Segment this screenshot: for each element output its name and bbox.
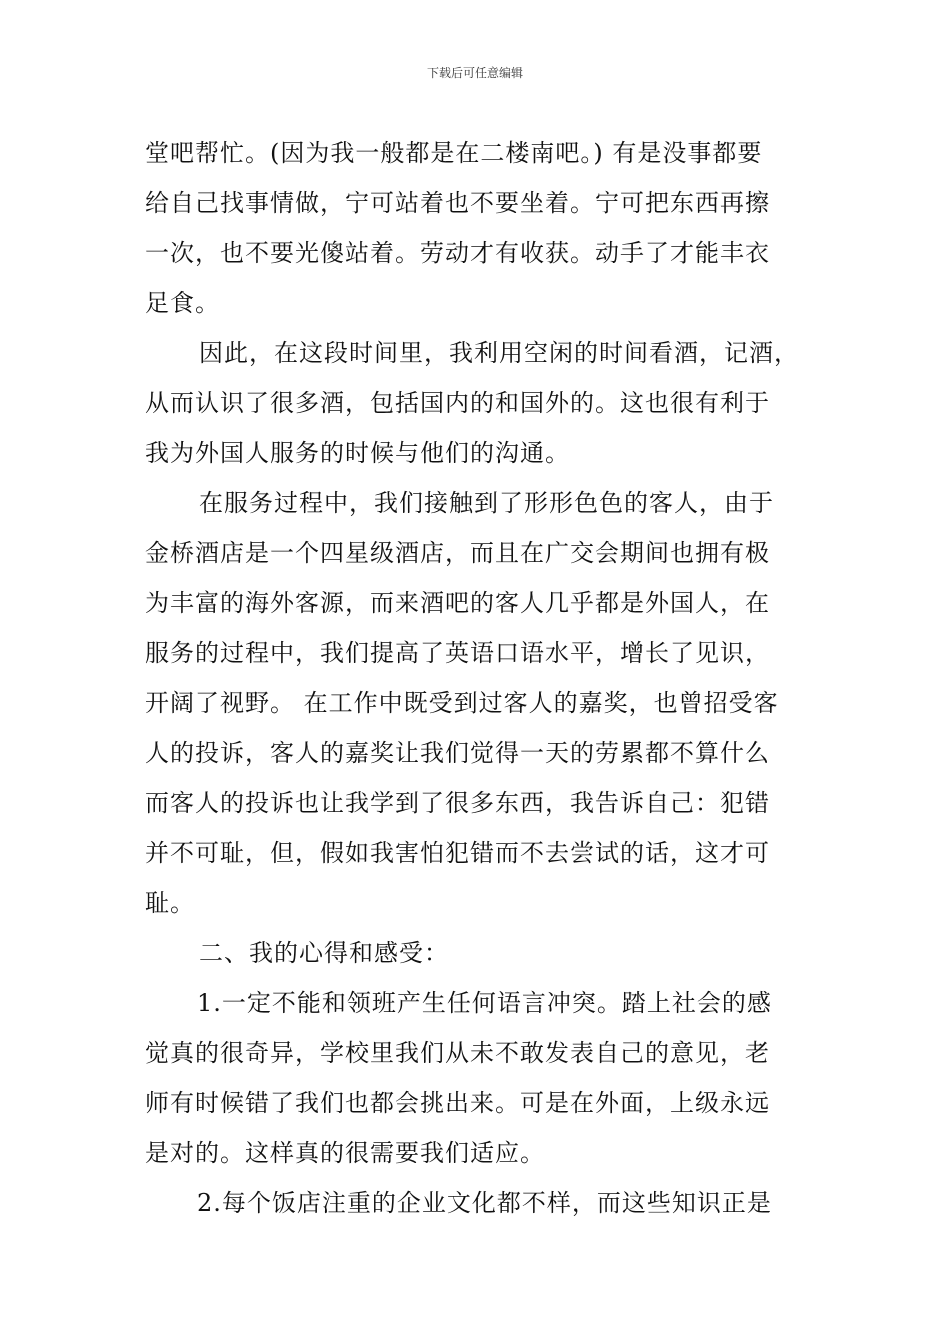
text-line: 人的投诉，客人的嘉奖让我们觉得一天的劳累都不算什么: [145, 739, 770, 767]
text-line: 一次，也不要光傻站着。劳动才有收获。动手了才能丰衣: [145, 239, 770, 267]
text-line: 足食。: [145, 289, 220, 317]
text-line: 服务的过程中，我们提高了英语口语水平，增长了见识，: [145, 639, 770, 667]
text-line: 并不可耻，但，假如我害怕犯错而不去尝试的话，这才可: [145, 839, 770, 867]
text-line: 我为外国人服务的时候与他们的沟通。: [145, 439, 570, 467]
text-line: 金桥酒店是一个四星级酒店，而且在广交会期间也拥有极: [145, 539, 770, 567]
text-line: 耻。: [145, 889, 195, 917]
numbered-item-start-line: 1.一定不能和领班产生任何语言冲突。踏上社会的感: [197, 989, 772, 1017]
text-line: 是对的。这样真的很需要我们适应。: [145, 1139, 545, 1167]
numbered-item-start-line: 2.每个饭店注重的企业文化都不样，而这些知识正是: [197, 1189, 772, 1217]
text-line: 觉真的很奇异，学校里我们从未不敢发表自己的意见，老: [145, 1039, 770, 1067]
text-line: 堂吧帮忙。(因为我一般都是在二楼南吧。) 有是没事都要: [145, 139, 763, 167]
text-line: 师有时候错了我们也都会挑出来。可是在外面，上级永远: [145, 1089, 770, 1117]
paragraph-start-line: 在服务过程中，我们接触到了形形色色的客人，由于: [199, 489, 774, 517]
text-line: 从而认识了很多酒，包括国内的和国外的。这也很有利于: [145, 389, 770, 417]
section-heading: 二、我的心得和感受：: [199, 939, 449, 967]
text-line: 为丰富的海外客源，而来酒吧的客人几乎都是外国人，在: [145, 589, 770, 617]
text-line: 给自己找事情做，宁可站着也不要坐着。宁可把东西再擦: [145, 189, 770, 217]
document-body: [145, 128, 817, 1228]
text-line: 开阔了视野。 在工作中既受到过客人的嘉奖，也曾招受客: [145, 689, 779, 717]
page-header-caption: 下载后可任意编辑: [426, 66, 523, 80]
text-line: 而客人的投诉也让我学到了很多东西，我告诉自己：犯错: [145, 789, 770, 817]
paragraph-start-line: 因此，在这段时间里，我利用空闲的时间看酒，记酒，: [199, 339, 799, 367]
